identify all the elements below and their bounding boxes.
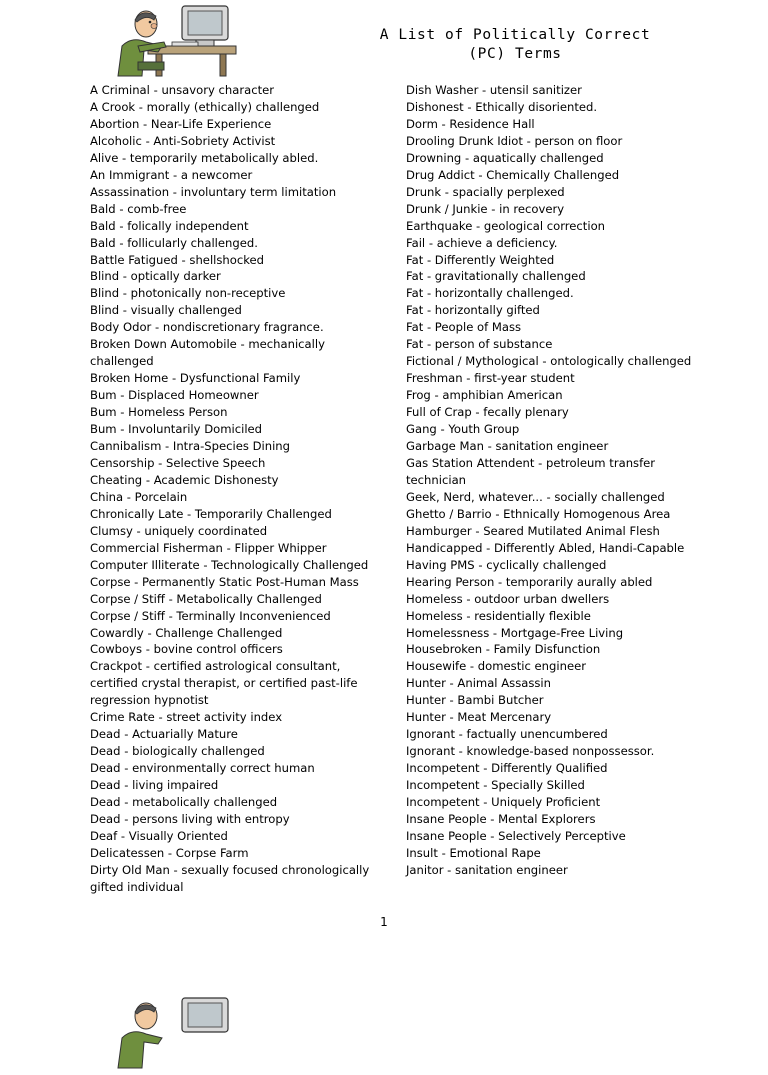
term-entry: Corpse / Stiff - Terminally Inconvenienced: [90, 608, 331, 623]
term-entry: China - Porcelain: [90, 489, 188, 504]
term-entry: Drooling Drunk Idiot - person on floor: [406, 133, 623, 148]
term-entry: Bald - folically independent: [90, 218, 249, 233]
term-entry: Bum - Involuntarily Domiciled: [90, 422, 263, 437]
term-entry: Bum - Homeless Person: [90, 405, 228, 420]
term-entry: Dead - biologically challenged: [90, 744, 265, 759]
term-entry: Broken Down Automobile - mechanically challenged: [90, 337, 325, 369]
term-entry: Hamburger - Seared Mutilated Animal Flesh: [406, 523, 660, 538]
term-entry: Drunk - spacially perplexed: [406, 184, 565, 199]
term-entry: Computer Illiterate - Technologically Challenged: [90, 557, 369, 572]
term-entry: Cheating - Academic Dishonesty: [90, 472, 279, 487]
term-entry: Cowardly - Challenge Challenged: [90, 625, 283, 640]
term-entry: Alcoholic - Anti-Sobriety Activist: [90, 133, 276, 148]
term-entry: Blind - visually challenged: [90, 303, 242, 318]
page-title: [340, 26, 690, 64]
term-entry: Frog - amphibian American: [406, 388, 563, 403]
term-entry: Geek, Nerd, whatever... - socially challenged: [406, 489, 665, 504]
term-entry: Corpse / Stiff - Metabolically Challenged: [90, 591, 322, 606]
term-entry: Fat - Differently Weighted: [406, 252, 555, 267]
man-at-computer-icon: [108, 994, 240, 1070]
term-entry: Janitor - sanitation engineer: [406, 862, 568, 877]
term-entry: Fictional / Mythological - ontologically challenged: [406, 354, 692, 369]
term-entry: Dead - environmentally correct human: [90, 761, 315, 776]
term-entry: Alive - temporarily metabolically abled.: [90, 150, 319, 165]
term-entry: Fat - gravitationally challenged: [406, 269, 586, 284]
term-entry: Incompetent - Uniquely Proficient: [406, 795, 601, 810]
term-entry: Drowning - aquatically challenged: [406, 150, 604, 165]
term-entry: Having PMS - cyclically challenged: [406, 557, 607, 572]
term-entry: Bum - Displaced Homeowner: [90, 388, 259, 403]
term-entry: Freshman - first-year student: [406, 371, 575, 386]
term-entry: Cannibalism - Intra-Species Dining: [90, 439, 291, 454]
term-entry: Drug Addict - Chemically Challenged: [406, 167, 620, 182]
term-entry: Dishonest - Ethically disoriented.: [406, 99, 598, 114]
term-entry: Garbage Man - sanitation engineer: [406, 439, 609, 454]
term-entry: Homelessness - Mortgage-Free Living: [406, 625, 624, 640]
term-entry: Battle Fatigued - shellshocked: [90, 252, 265, 267]
term-entry: Hunter - Meat Mercenary: [406, 710, 552, 725]
term-entry: Assassination - involuntary term limitation: [90, 184, 337, 199]
term-entry: Insane People - Selectively Perceptive: [406, 828, 626, 843]
term-entry: A Criminal - unsavory character: [90, 83, 275, 97]
term-entry: Homeless - residentially flexible: [406, 608, 591, 623]
term-entry: Hunter - Bambi Butcher: [406, 693, 544, 708]
term-entry: Full of Crap - fecally plenary: [406, 405, 569, 420]
term-entry: Housebroken - Family Disfunction: [406, 642, 601, 657]
term-entry: Ignorant - factually unencumbered: [406, 727, 608, 742]
left-term-list: [90, 82, 380, 896]
term-entry: Dish Washer - utensil sanitizer: [406, 83, 582, 97]
term-entry: Clumsy - uniquely coordinated: [90, 523, 268, 538]
term-entry: Bald - follicularly challenged.: [90, 235, 258, 250]
term-entry: Insult - Emotional Rape: [406, 845, 541, 860]
term-entry: Body Odor - nondiscretionary fragrance.: [90, 320, 324, 335]
term-entry: Dead - Actuarially Mature: [90, 727, 238, 742]
term-entry: Dead - living impaired: [90, 778, 219, 793]
term-entry: Corpse - Permanently Static Post-Human Mass: [90, 574, 359, 589]
term-entry: Ghetto / Barrio - Ethnically Homogenous Area: [406, 506, 671, 521]
term-entry: Hearing Person - temporarily aurally abled: [406, 574, 653, 589]
term-entry: Gang - Youth Group: [406, 422, 520, 437]
term-entry: Gas Station Attendent - petroleum transfer technician: [406, 455, 656, 487]
term-entry: Broken Home - Dysfunctional Family: [90, 371, 301, 386]
term-entry: Dead - metabolically challenged: [90, 795, 278, 810]
term-entry: Fat - person of substance: [406, 337, 553, 352]
term-entry: Handicapped - Differently Abled, Handi-Capable: [406, 540, 685, 555]
term-entry: Fat - horizontally gifted: [406, 303, 540, 318]
term-entry: Hunter - Animal Assassin: [406, 676, 551, 691]
term-entry: Housewife - domestic engineer: [406, 659, 586, 674]
term-entry: Deaf - Visually Oriented: [90, 828, 228, 843]
term-entry: Crackpot - certified astrological consultant, certified crystal therapist, or certified past-life regression hypnotist: [90, 659, 358, 708]
term-entry: Cowboys - bovine control officers: [90, 642, 283, 657]
term-entry: Abortion - Near-Life Experience: [90, 116, 272, 131]
term-entry: Drunk / Junkie - in recovery: [406, 201, 565, 216]
term-entry: Dead - persons living with entropy: [90, 811, 290, 826]
term-entry: Dorm - Residence Hall: [406, 116, 535, 131]
term-entry: Blind - optically darker: [90, 269, 221, 284]
page-number: 1: [380, 915, 388, 929]
term-entry: Bald - comb-free: [90, 201, 187, 216]
term-entry: Censorship - Selective Speech: [90, 455, 266, 470]
term-entry: Blind - photonically non-receptive: [90, 286, 286, 301]
term-entry: Crime Rate - street activity index: [90, 710, 283, 725]
term-entry: Dirty Old Man - sexually focused chronologically gifted individual: [90, 862, 370, 894]
term-entry: Earthquake - geological correction: [406, 218, 606, 233]
right-term-list: [406, 82, 706, 879]
title-line-2: (PC) Terms: [468, 46, 562, 62]
term-entry: Delicatessen - Corpse Farm: [90, 845, 249, 860]
term-entry: An Immigrant - a newcomer: [90, 167, 253, 182]
term-entry: Fat - People of Mass: [406, 320, 522, 335]
term-entry: Chronically Late - Temporarily Challenged: [90, 506, 332, 521]
title-line-1: A List of Politically Correct: [379, 27, 651, 43]
term-entry: Fat - horizontally challenged.: [406, 286, 574, 301]
term-entry: Incompetent - Differently Qualified: [406, 761, 608, 776]
term-entry: Commercial Fisherman - Flipper Whipper: [90, 540, 327, 555]
term-entry: Insane People - Mental Explorers: [406, 811, 596, 826]
term-entry: A Crook - morally (ethically) challenged: [90, 99, 320, 114]
term-entry: Fail - achieve a deficiency.: [406, 235, 558, 250]
term-entry: Homeless - outdoor urban dwellers: [406, 591, 610, 606]
term-entry: Incompetent - Specially Skilled: [406, 778, 585, 793]
term-entry: Ignorant - knowledge-based nonpossessor.: [406, 744, 655, 759]
man-at-computer-icon: [108, 2, 240, 78]
